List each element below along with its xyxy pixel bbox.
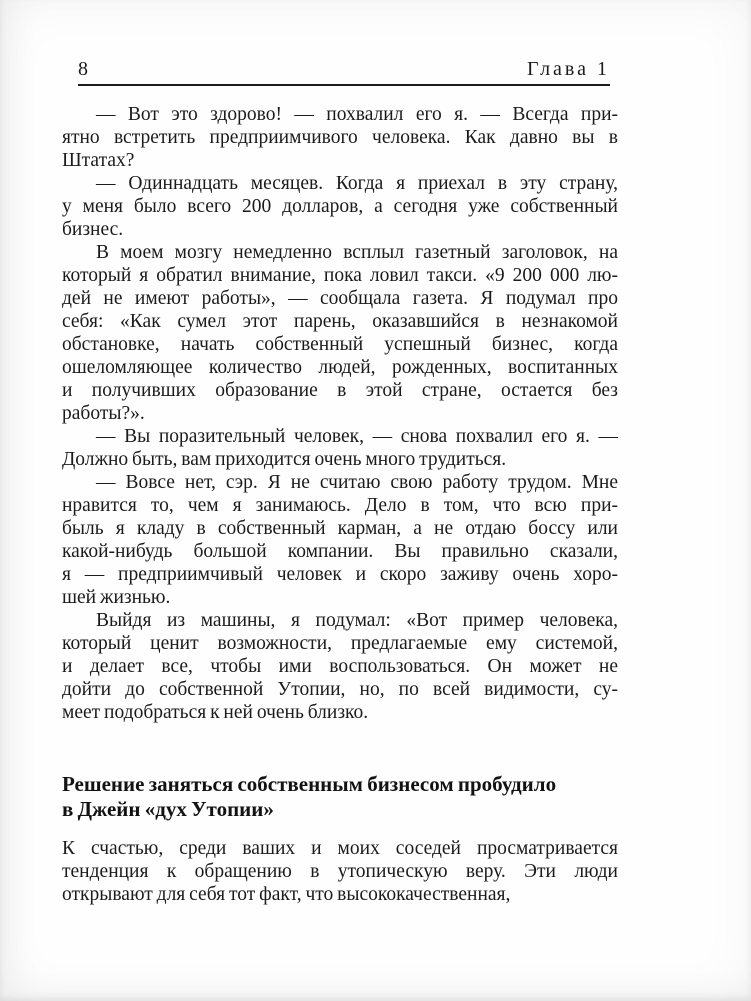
text-line: — Вы поразительный человек, — снова похвалил его я. — xyxy=(96,426,618,447)
text-line: обстановке, начать собственный успешный бизнес, когда xyxy=(62,334,618,355)
text-line: я — предприимчивый человек и скоро заживу очень хоро- xyxy=(62,564,618,585)
paragraph xyxy=(62,103,618,172)
paragraph xyxy=(62,609,618,724)
paragraph xyxy=(62,172,618,241)
text-line: — Вовсе нет, сэр. Я не считаю свою работу трудом. Мне xyxy=(96,472,618,493)
text-line: и получивших образование в этой стране, остается без xyxy=(62,380,618,401)
paragraph xyxy=(62,425,618,471)
text-line: какой-нибудь большой компании. Вы правильно сказали, xyxy=(62,541,618,562)
text-line: ошеломляющее количество людей, рожденных, воспитанных xyxy=(62,357,618,378)
text-line: дойти до собственной Утопии, но, по всей видимости, су- xyxy=(62,679,618,700)
text-line: открывают для себя тот факт, что высококачественная, xyxy=(62,884,511,905)
text-line: Выйдя из машины, я подумал: «Вот пример человека, xyxy=(96,610,618,631)
text-line: тенденция к обращению в утопическую веру. Эти люди xyxy=(62,861,618,882)
text-line: бизнес. xyxy=(62,219,124,240)
text-line: дей не имеют работы», — сообщала газета. Я подумал про xyxy=(62,288,618,309)
paragraph xyxy=(62,837,618,906)
page-content xyxy=(62,58,618,906)
running-head xyxy=(78,58,610,86)
text-line: у меня было всего 200 долларов, а сегодня уже собственный xyxy=(62,196,618,217)
text-line: меет подобраться к ней очень близко. xyxy=(62,702,369,723)
text-line: Штатах? xyxy=(62,150,135,171)
paragraph xyxy=(62,241,618,425)
page-body xyxy=(62,103,618,906)
text-line: шей жизнью. xyxy=(62,587,171,608)
paragraph xyxy=(62,471,618,609)
text-line: нравится то, чем я занимаюсь. Дело в том, что всю при- xyxy=(62,495,618,516)
text-line: себя: «Как сумел этот парень, оказавшийся в незнакомой xyxy=(62,311,618,332)
text-line: и делает все, чтобы ими воспользоваться. Он может не xyxy=(62,656,618,677)
text-line: который я обратил внимание, пока ловил такси. «9 200 000 лю- xyxy=(62,265,618,286)
text-line: К счастью, среди ваших и моих соседей просматривается xyxy=(62,838,618,859)
text-line: который ценит возможности, предлагаемые ему системой, xyxy=(62,633,618,654)
text-line: ятно встретить предприимчивого человека. Как давно вы в xyxy=(62,127,618,148)
text-line: Должно быть, вам приходится очень много трудиться. xyxy=(62,449,507,470)
chapter-title: Глава 1 xyxy=(527,58,610,80)
text-line: В моем мозгу немедленно всплыл газетный заголовок, на xyxy=(96,242,618,263)
text-line: Решение заняться собственным бизнесом пробудило xyxy=(62,772,557,796)
text-line: в Джейн «дух Утопии» xyxy=(62,797,274,821)
text-line: — Одиннадцать месяцев. Когда я приехал в эту страну, xyxy=(96,173,618,194)
section-heading xyxy=(62,772,618,822)
text-line: работы?». xyxy=(62,403,145,424)
page-number: 8 xyxy=(78,58,88,80)
text-line: — Вот это здорово! — похвалил его я. — Всегда при- xyxy=(96,104,618,125)
text-line: быль я кладу в собственный карман, а не отдаю боссу или xyxy=(62,518,618,539)
